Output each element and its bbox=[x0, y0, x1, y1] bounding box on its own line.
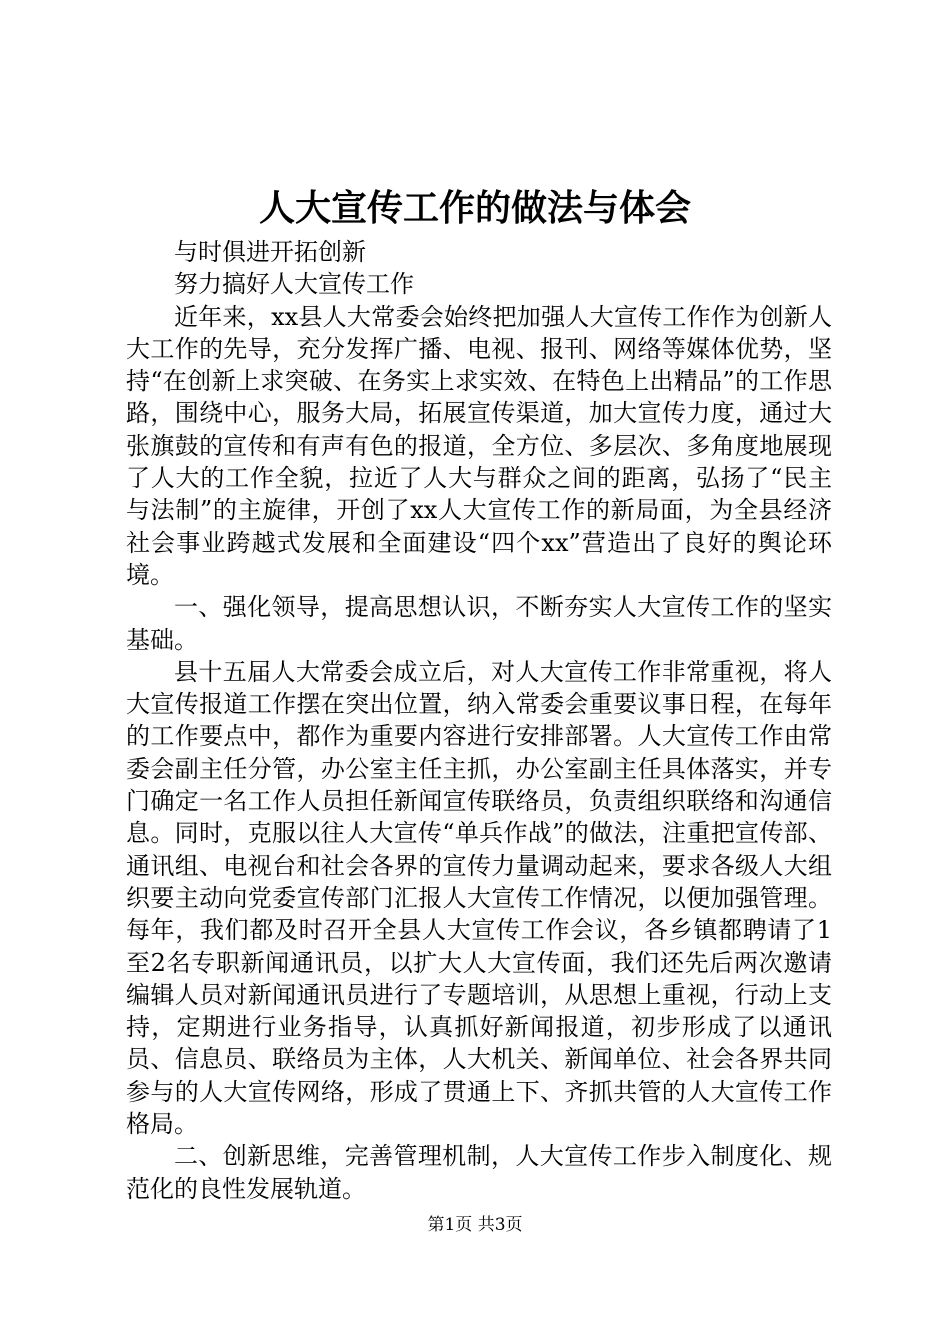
document-body bbox=[126, 236, 832, 1205]
body-paragraph: 县十五届人大常委会成立后，对人大宣传工作非常重视，将人大宣传报道工作摆在突出位置，纳入常委会重要议事日程，在每年的工作要点中，都作为重要内容进行安排部署。人大宣传工作由常委会副主任分管，办公室主任主抓，办公室副主任具体落实，并专门确定一名工作人员担任新闻宣传联络员，负责组织联络和沟通信息。同时，克服以往人大宣传“单兵作战”的做法，注重把宣传部、通讯组、电视台和社会各界的宣传力量调动起来，要求各级人大组织要主动向党委宣传部门汇报人大宣传工作情况，以便加强管理。每年，我们都及时召开全县人大宣传工作会议，各乡镇都聘请了1至2名专职新闻通讯员，以扩大人大宣传面，我们还先后两次邀请编辑人员对新闻通讯员进行了专题培训，从思想上重视，行动上支持，定期进行业务指导，认真抓好新闻报道，初步形成了以通讯员、信息员、联络员为主体，人大机关、新闻单位、社会各界共同参与的人大宣传网络，形成了贯通上下、齐抓共管的人大宣传工作格局。 bbox=[126, 657, 832, 1139]
body-paragraph: 近年来，xx县人大常委会始终把加强人大宣传工作作为创新人大工作的先导，充分发挥广播、电视、报刊、网络等媒体优势，坚持“在创新上求突破、在务实上求实效、在特色上出精品”的工作思路，围绕中心，服务大局，拓展宣传渠道，加大宣传力度，通过大张旗鼓的宣传和有声有色的报道，全方位、多层次、多角度地展现了人大的工作全貌，拉近了人大与群众之间的距离，弘扬了“民主与法制”的主旋律，开创了xx人大宣传工作的新局面，为全县经济社会事业跨越式发展和全面建设“四个xx”营造出了良好的舆论环境。 bbox=[126, 302, 832, 589]
section-heading: 二、创新思维，完善管理机制，人大宣传工作步入制度化、规范化的良性发展轨道。 bbox=[126, 1142, 832, 1203]
page-number-footer: 第1页 共3页 bbox=[427, 1215, 523, 1235]
document-title: 人大宣传工作的做法与体会 bbox=[258, 187, 691, 229]
section-heading: 一、强化领导，提高思想认识，不断夯实人大宣传工作的坚实基础。 bbox=[126, 593, 832, 654]
subtitle-line: 与时俱进开拓创新 bbox=[174, 238, 366, 266]
subtitle-line: 努力搞好人大宣传工作 bbox=[174, 270, 414, 299]
